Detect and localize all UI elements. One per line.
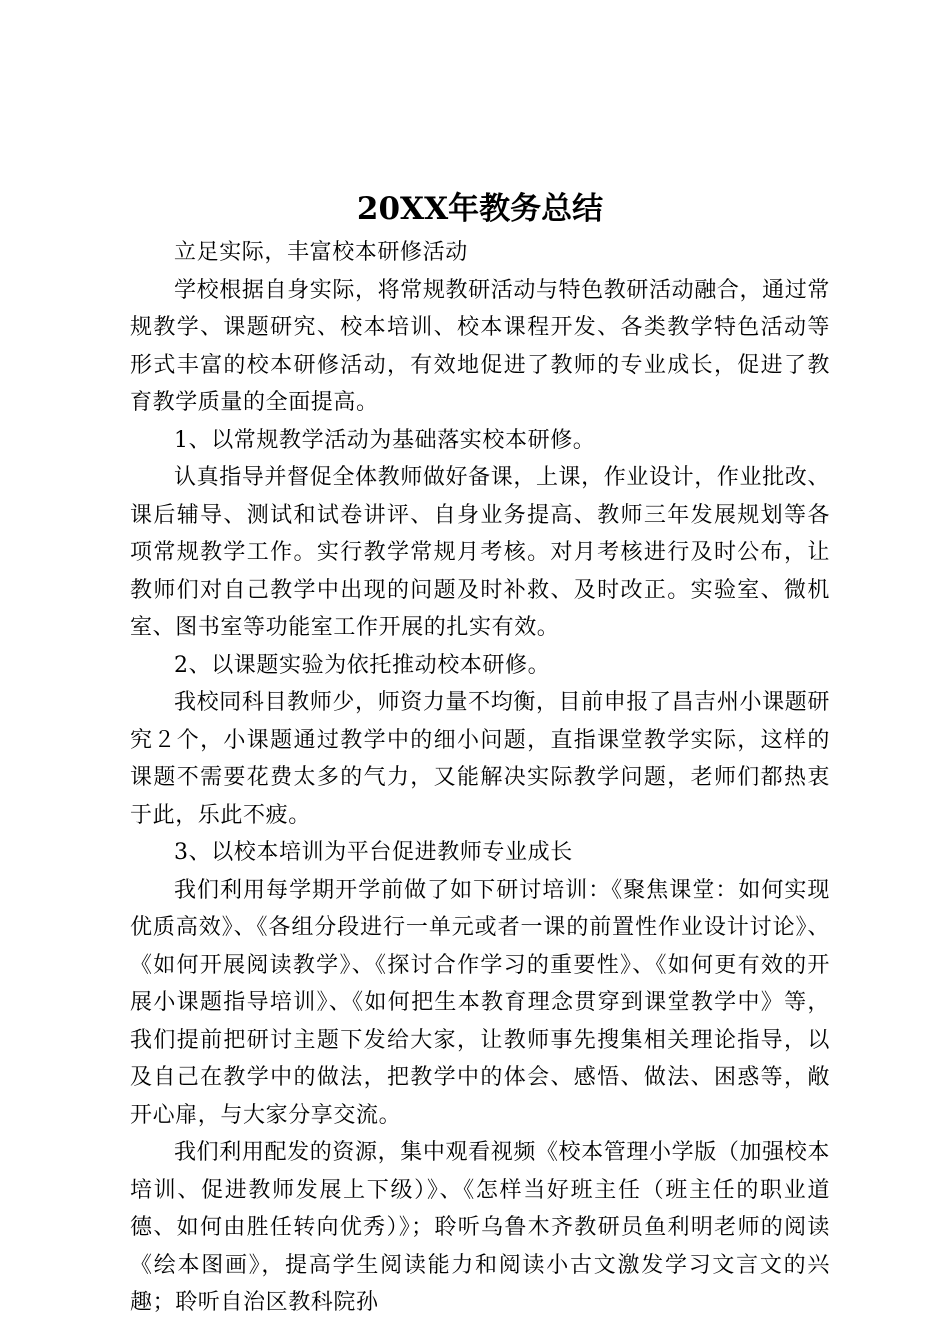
section-heading-3: 3、以校本培训为平台促进教师专业成长	[174, 840, 573, 865]
paragraph-section-2-body: 我校同科目教师少，师资力量不均衡，目前申报了昌吉州小课题研究２个，小课题通过教学中的细小问题，直指课堂教学实际，这样的课题不需要花费太多的气力，又能解决实际教学问题，老师们都热衷于此，乐此不疲。	[130, 690, 830, 828]
section-heading-intro: 立足实际，丰富校本研修活动	[174, 240, 468, 265]
paragraph-intro-body: 学校根据自身实际，将常规教研活动与特色教研活动融合，通过常规教学、课题研究、校本培训、校本课程开发、各类教学特色活动等形式丰富的校本研修活动，有效地促进了教师的专业成长，促进了教育教学质量的全面提高。	[130, 277, 830, 415]
section-heading-2: 2、以课题实验为依托推动校本研修。	[174, 652, 551, 678]
document-title: 20XX年教务总结	[356, 191, 604, 227]
paragraph-section-3-continued: 我们利用配发的资源，集中观看视频《校本管理小学版（加强校本培训、促进教师发展上下级）》、《怎样当好班主任（班主任的职业道德、如何由胜任转向优秀）》；聆听乌鲁木齐教研员鱼利明老师的阅读《绘本图画》，提高学生阅读能力和阅读小古文激发学习文言文的兴趣；聆听自治区教科院孙	[130, 1140, 830, 1315]
paragraph-section-3-body: 我们利用每学期开学前做了如下研讨培训：《聚焦课堂：如何实现优质高效》、《各组分段进行一单元或者一课的前置性作业设计讨论》、《如何开展阅读教学》、《探讨合作学习的重要性》、《如何更有效的开展小课题指导培训》、《如何把生本教育理念贯穿到课堂教学中》等，我们提前把研讨主题下发给大家，让教师事先搜集相关理论指导，以及自己在教学中的做法，把教学中的体会、感悟、做法、困惑等，敞开心扉，与大家分享交流。	[130, 877, 830, 1128]
document-page	[130, 186, 830, 1322]
section-heading-1: 1、以常规教学活动为基础落实校本研修。	[174, 427, 596, 453]
paragraph-section-1-body: 认真指导并督促全体教师做好备课，上课，作业设计，作业批改、课后辅导、测试和试卷讲评、自身业务提高、教师三年发展规划等各项常规教学工作。实行教学常规月考核。对月考核进行及时公布，让教师们对自己教学中出现的问题及时补救、及时改正。实验室、微机室、图书室等功能室工作开展的扎实有效。	[130, 465, 830, 640]
